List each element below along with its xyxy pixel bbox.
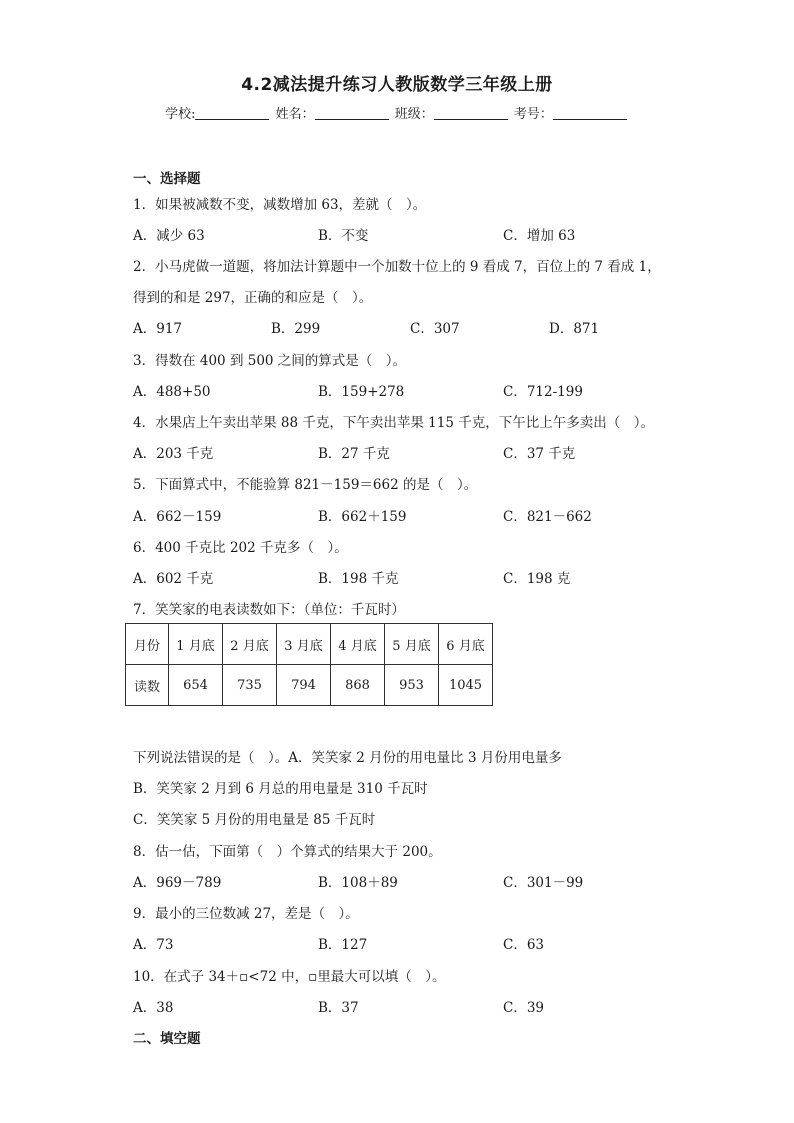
table-cell: 953 (385, 665, 439, 706)
question-2-line-1: 2．小马虎做一道题，将加法计算题中一个加数十位上的 9 看成 7，百位上的 7 看成 1， (133, 259, 661, 275)
question-2-line-2: 得到的和是 297，正确的和应是（ ）。 (133, 290, 373, 306)
table-cell: 868 (331, 665, 385, 706)
question-4: 4．水果店上午卖出苹果 88 千克，下午卖出苹果 115 千克，下午比上午多卖出（ ）。 (133, 415, 654, 431)
table-header-cell: 5 月底 (385, 624, 439, 665)
q8-option-b: B．108＋89 (318, 875, 398, 891)
meter-reading-table (125, 623, 493, 706)
exam-number-blank (553, 107, 627, 120)
question-6: 6．400 千克比 202 千克多（ ）。 (133, 540, 348, 556)
table-cell: 654 (169, 665, 223, 706)
page-title: 4.2减法提升练习人教版数学三年级上册 (241, 75, 553, 95)
student-info-line (0, 103, 794, 122)
class-blank (434, 107, 508, 120)
q5-option-b: B．662＋159 (318, 509, 407, 525)
question-9: 9．最小的三位数减 27，差是（ ）。 (133, 906, 359, 922)
question-10: 10．在式子 34＋▫<72 中，▫里最大可以填（ ）。 (133, 969, 446, 985)
q10-option-a: A．38 (133, 1000, 174, 1016)
section-heading-fill-in: 二、填空题 (133, 1031, 201, 1047)
question-5: 5．下面算式中，不能验算 821－159＝662 的是（ ）。 (133, 477, 478, 493)
class-label: 班级： (394, 107, 434, 122)
question-8: 8．估一估，下面第（ ）个算式的结果大于 200。 (133, 844, 442, 860)
q5-option-a: A．662－159 (133, 509, 222, 525)
q4-option-b: B．27 千克 (318, 446, 390, 462)
table-header-row (126, 624, 493, 665)
q6-option-b: B．198 千克 (318, 571, 399, 587)
question-7-option-c: C．笑笑家 5 月份的用电量是 85 千瓦时 (133, 812, 376, 828)
q9-option-c: C．63 (503, 937, 545, 953)
table-row-label: 读数 (126, 665, 169, 706)
q9-option-b: B．127 (318, 937, 368, 953)
question-1: 1．如果被减数不变，减数增加 63，差就（ ）。 (133, 197, 427, 213)
q10-option-c: C．39 (503, 1000, 545, 1016)
q6-option-c: C．198 克 (503, 571, 571, 587)
q3-option-a: A．488+50 (133, 384, 211, 400)
name-blank (315, 107, 389, 120)
table-header-cell: 2 月底 (223, 624, 277, 665)
q2-option-b: B．299 (271, 321, 321, 337)
q3-option-c: C．712-199 (503, 384, 583, 400)
q3-option-b: B．159+278 (318, 384, 405, 400)
table-header-cell: 4 月底 (331, 624, 385, 665)
q4-option-a: A．203 千克 (133, 446, 214, 462)
table-header-cell: 月份 (126, 624, 169, 665)
q5-option-c: C．821－662 (503, 509, 592, 525)
table-header-cell: 3 月底 (277, 624, 331, 665)
q2-option-a: A．917 (133, 321, 183, 337)
question-7-statement-a: 下列说法错误的是（ ）。A．笑笑家 2 月份的用电量比 3 月份用电量多 (133, 750, 562, 766)
table-header-cell: 1 月底 (169, 624, 223, 665)
section-heading-choice: 一、选择题 (133, 171, 201, 187)
q2-option-c: C．307 (410, 321, 460, 337)
q8-option-c: C．301－99 (503, 875, 584, 891)
table-cell: 735 (223, 665, 277, 706)
q6-option-a: A．602 千克 (133, 571, 214, 587)
exam-number-label: 考号： (513, 107, 553, 122)
school-blank (195, 107, 269, 120)
q4-option-c: C．37 千克 (503, 446, 576, 462)
q1-option-b: B．不变 (318, 228, 369, 244)
table-cell: 794 (277, 665, 331, 706)
table-header-cell: 6 月底 (439, 624, 493, 665)
question-7: 7．笑笑家的电表读数如下：（单位：千瓦时） (133, 602, 405, 618)
q9-option-a: A．73 (133, 937, 174, 953)
q10-option-b: B．37 (318, 1000, 359, 1016)
question-3: 3．得数在 400 到 500 之间的算式是（ ）。 (133, 353, 407, 369)
q8-option-a: A．969－789 (133, 875, 222, 891)
q1-option-a: A．减少 63 (133, 228, 205, 244)
table-row (126, 665, 493, 706)
school-label: 学校: (165, 107, 196, 122)
q1-option-c: C．增加 63 (503, 228, 576, 244)
q2-option-d: D．871 (549, 321, 600, 337)
question-7-option-b: B．笑笑家 2 月到 6 月总的用电量是 310 千瓦时 (133, 781, 428, 797)
table-cell: 1045 (439, 665, 493, 706)
name-label: 姓名： (275, 107, 315, 122)
